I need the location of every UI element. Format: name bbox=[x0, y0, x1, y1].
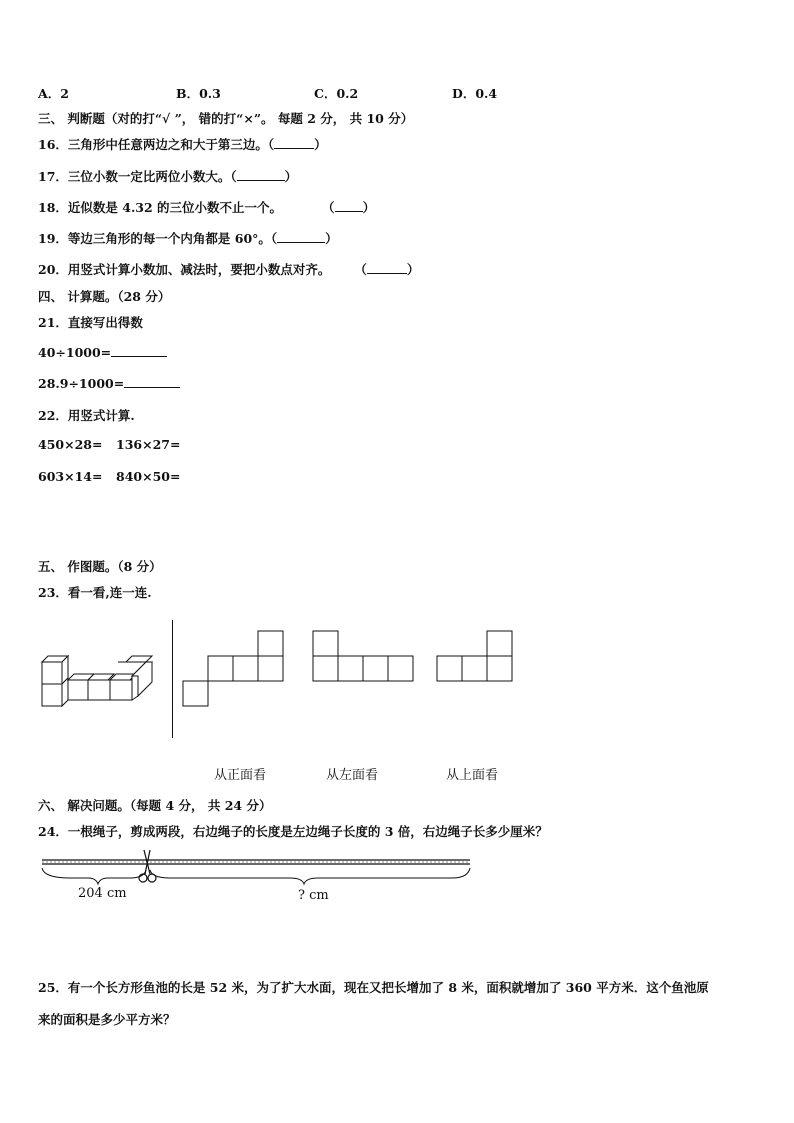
question-25-line-1: 25．有一个长方形鱼池的长是 52 米，为了扩大水面，现在又把长增加了 8 米，面积就增加了 360 平方米．这个鱼池原 bbox=[38, 980, 709, 995]
caption-front-view: 从正面看 bbox=[214, 768, 267, 783]
question-18: 18．近似数是 4.32 的三位小数不止一个。 （ ） bbox=[38, 200, 376, 215]
option-d: D．0.4 bbox=[452, 86, 498, 101]
caption-left-view: 从左面看 bbox=[326, 768, 379, 783]
q21-item-1: 40÷1000= bbox=[38, 344, 167, 360]
question-23: 23．看一看,连一连. bbox=[38, 585, 152, 600]
section3-heading: 三、 判断题（对的打“√ ”， 错的打“×”。 每题 2 分， 共 10 分） bbox=[38, 111, 414, 126]
option-a: A．2 bbox=[38, 86, 69, 101]
q22-item-2: 136×27= bbox=[116, 437, 181, 452]
question-21: 21．直接写出得数 bbox=[38, 315, 143, 330]
view-figure-2 bbox=[312, 630, 422, 690]
question-19: 19．等边三角形的每一个内角都是 60°。（ ） bbox=[38, 231, 338, 246]
section4-heading: 四、 计算题。（28 分） bbox=[38, 289, 171, 304]
block-figure-3d bbox=[38, 640, 168, 740]
question-25-line-2: 来的面积是多少平方米？ bbox=[38, 1012, 176, 1027]
view-figure-3 bbox=[436, 630, 526, 690]
question-22: 22．用竖式计算. bbox=[38, 408, 135, 423]
section5-heading: 五、 作图题。（8 分） bbox=[38, 559, 162, 574]
q22-item-3: 603×14= bbox=[38, 469, 103, 484]
q22-item-4: 840×50= bbox=[116, 469, 181, 484]
question-20: 20．用竖式计算小数加、减法时，要把小数点对齐。 （ ） bbox=[38, 262, 420, 277]
question-24: 24．一根绳子，剪成两段，右边绳子的长度是左边绳子长度的 3 倍，右边绳子长多少厘米？ bbox=[38, 824, 548, 839]
divider-line bbox=[172, 620, 173, 738]
rope-left-label: 204 cm bbox=[78, 886, 127, 901]
question-16: 16．三角形中任意两边之和大于第三边。（ ） bbox=[38, 137, 327, 152]
option-c: C．0.2 bbox=[314, 86, 359, 101]
q21-item-2: 28.9÷1000= bbox=[38, 375, 180, 391]
q22-item-1: 450×28= bbox=[38, 437, 103, 452]
rope-right-label: ? cm bbox=[298, 888, 329, 903]
section6-heading: 六、 解决问题。（每题 4 分， 共 24 分） bbox=[38, 798, 272, 813]
question-17: 17．三位小数一定比两位小数大。（ ） bbox=[38, 169, 298, 184]
view-figure-1 bbox=[182, 630, 292, 710]
option-b: B．0.3 bbox=[176, 86, 221, 101]
caption-top-view: 从上面看 bbox=[446, 768, 499, 783]
